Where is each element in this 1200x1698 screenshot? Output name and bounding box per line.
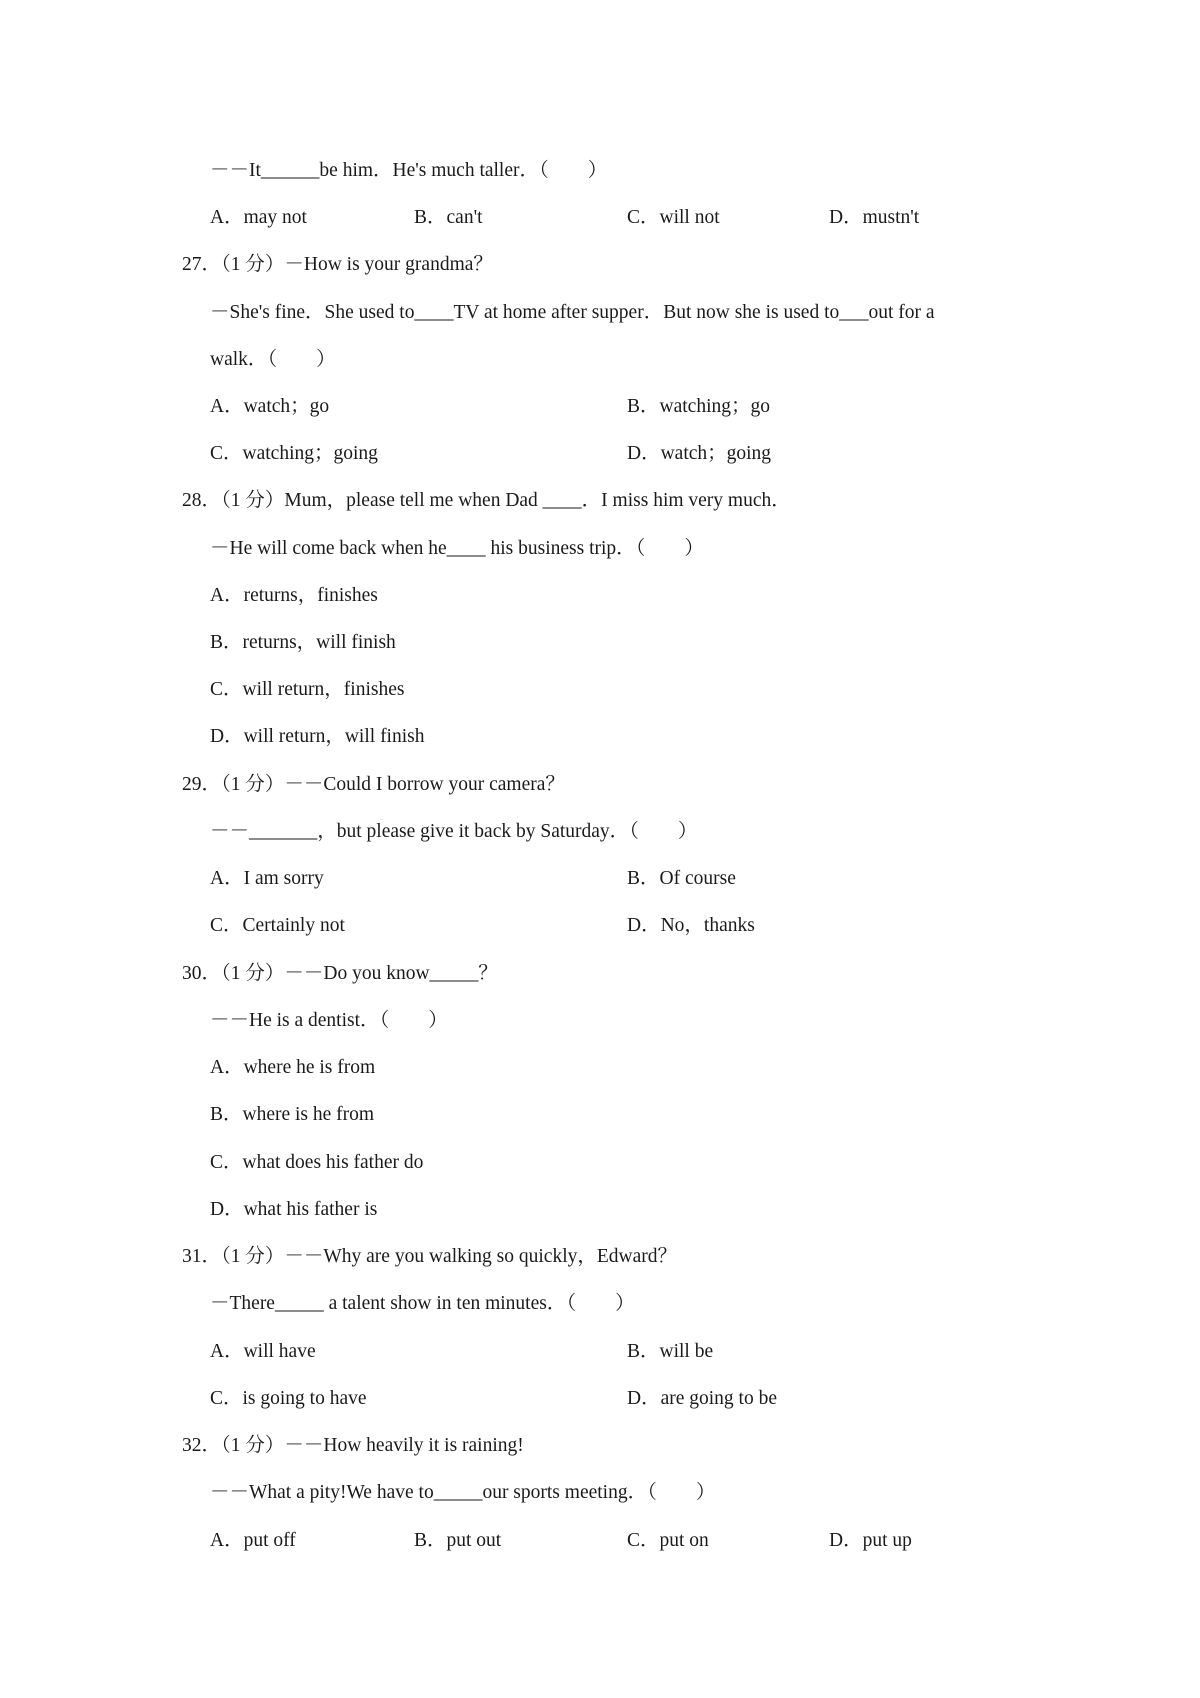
q26-option-b: B．can't bbox=[414, 207, 483, 228]
q32-stem-line2: －－What a pity!We have to_____our sports meeting．（ ） bbox=[210, 1482, 716, 1503]
q30-option-b: B．where is he from bbox=[210, 1104, 375, 1125]
q31-option-c: C．is going to have bbox=[210, 1388, 367, 1409]
q26-option-a: A．may not bbox=[210, 207, 307, 228]
q30-option-a: A．where he is from bbox=[210, 1057, 376, 1078]
q28-option-c: C．will return，finishes bbox=[210, 679, 405, 700]
q31-option-a: A．will have bbox=[210, 1341, 316, 1362]
q28-option-d: D．will return，will finish bbox=[210, 726, 425, 747]
q28-stem-line2: －He will come back when he____ his business trip．（ ） bbox=[210, 538, 704, 559]
q31-option-d: D．are going to be bbox=[627, 1388, 778, 1409]
q30-stem-line2: －－He is a dentist．（ ） bbox=[210, 1010, 448, 1031]
q30-stem-line1: 30．（1 分）－－Do you know_____？ bbox=[182, 963, 498, 984]
q32-option-c: C．put on bbox=[627, 1530, 709, 1551]
q27-option-a: A．watch；go bbox=[210, 396, 330, 417]
q28-option-a: A．returns，finishes bbox=[210, 585, 378, 606]
q27-stem-line1: 27．（1 分）－How is your grandma？ bbox=[182, 254, 493, 275]
q30-option-d: D．what his father is bbox=[210, 1199, 378, 1220]
q32-option-b: B．put out bbox=[414, 1530, 502, 1551]
q32-option-a: A．put off bbox=[210, 1530, 296, 1551]
q29-option-d: D．No，thanks bbox=[627, 915, 755, 936]
q30-option-c: C．what does his father do bbox=[210, 1152, 424, 1173]
q32-stem-line1: 32．（1 分）－－How heavily it is raining! bbox=[182, 1435, 524, 1456]
q29-option-c: C．Certainly not bbox=[210, 915, 345, 936]
q26-option-d: D．mustn't bbox=[829, 207, 920, 228]
q27-option-d: D．watch；going bbox=[627, 443, 772, 464]
q26-stem-line2: －－It______be him．He's much taller．（ ） bbox=[210, 160, 608, 181]
q31-stem-line1: 31．（1 分）－－Why are you walking so quickly，Edward？ bbox=[182, 1246, 678, 1267]
q28-stem-line1: 28．（1 分）Mum，please tell me when Dad ____．I miss him very much． bbox=[182, 490, 791, 511]
q27-option-c: C．watching；going bbox=[210, 443, 378, 464]
q27-option-b: B．watching；go bbox=[627, 396, 770, 417]
q26-option-c: C．will not bbox=[627, 207, 720, 228]
q32-option-d: D．put up bbox=[829, 1530, 912, 1551]
q29-stem-line2: －－_______，but please give it back by Saturday．（ ） bbox=[210, 821, 698, 842]
q29-option-b: B．Of course bbox=[627, 868, 736, 889]
q28-option-b: B．returns，will finish bbox=[210, 632, 396, 653]
q29-stem-line1: 29．（1 分）－－Could I borrow your camera？ bbox=[182, 774, 565, 795]
q31-stem-line2: －There_____ a talent show in ten minutes．（ ） bbox=[210, 1293, 635, 1314]
q27-stem-line3: walk．（ ） bbox=[210, 349, 336, 370]
q27-stem-line2: －She's fine．She used to____TV at home after supper．But now she is used to___out for a bbox=[210, 302, 935, 323]
q31-option-b: B．will be bbox=[627, 1341, 714, 1362]
q29-option-a: A．I am sorry bbox=[210, 868, 324, 889]
